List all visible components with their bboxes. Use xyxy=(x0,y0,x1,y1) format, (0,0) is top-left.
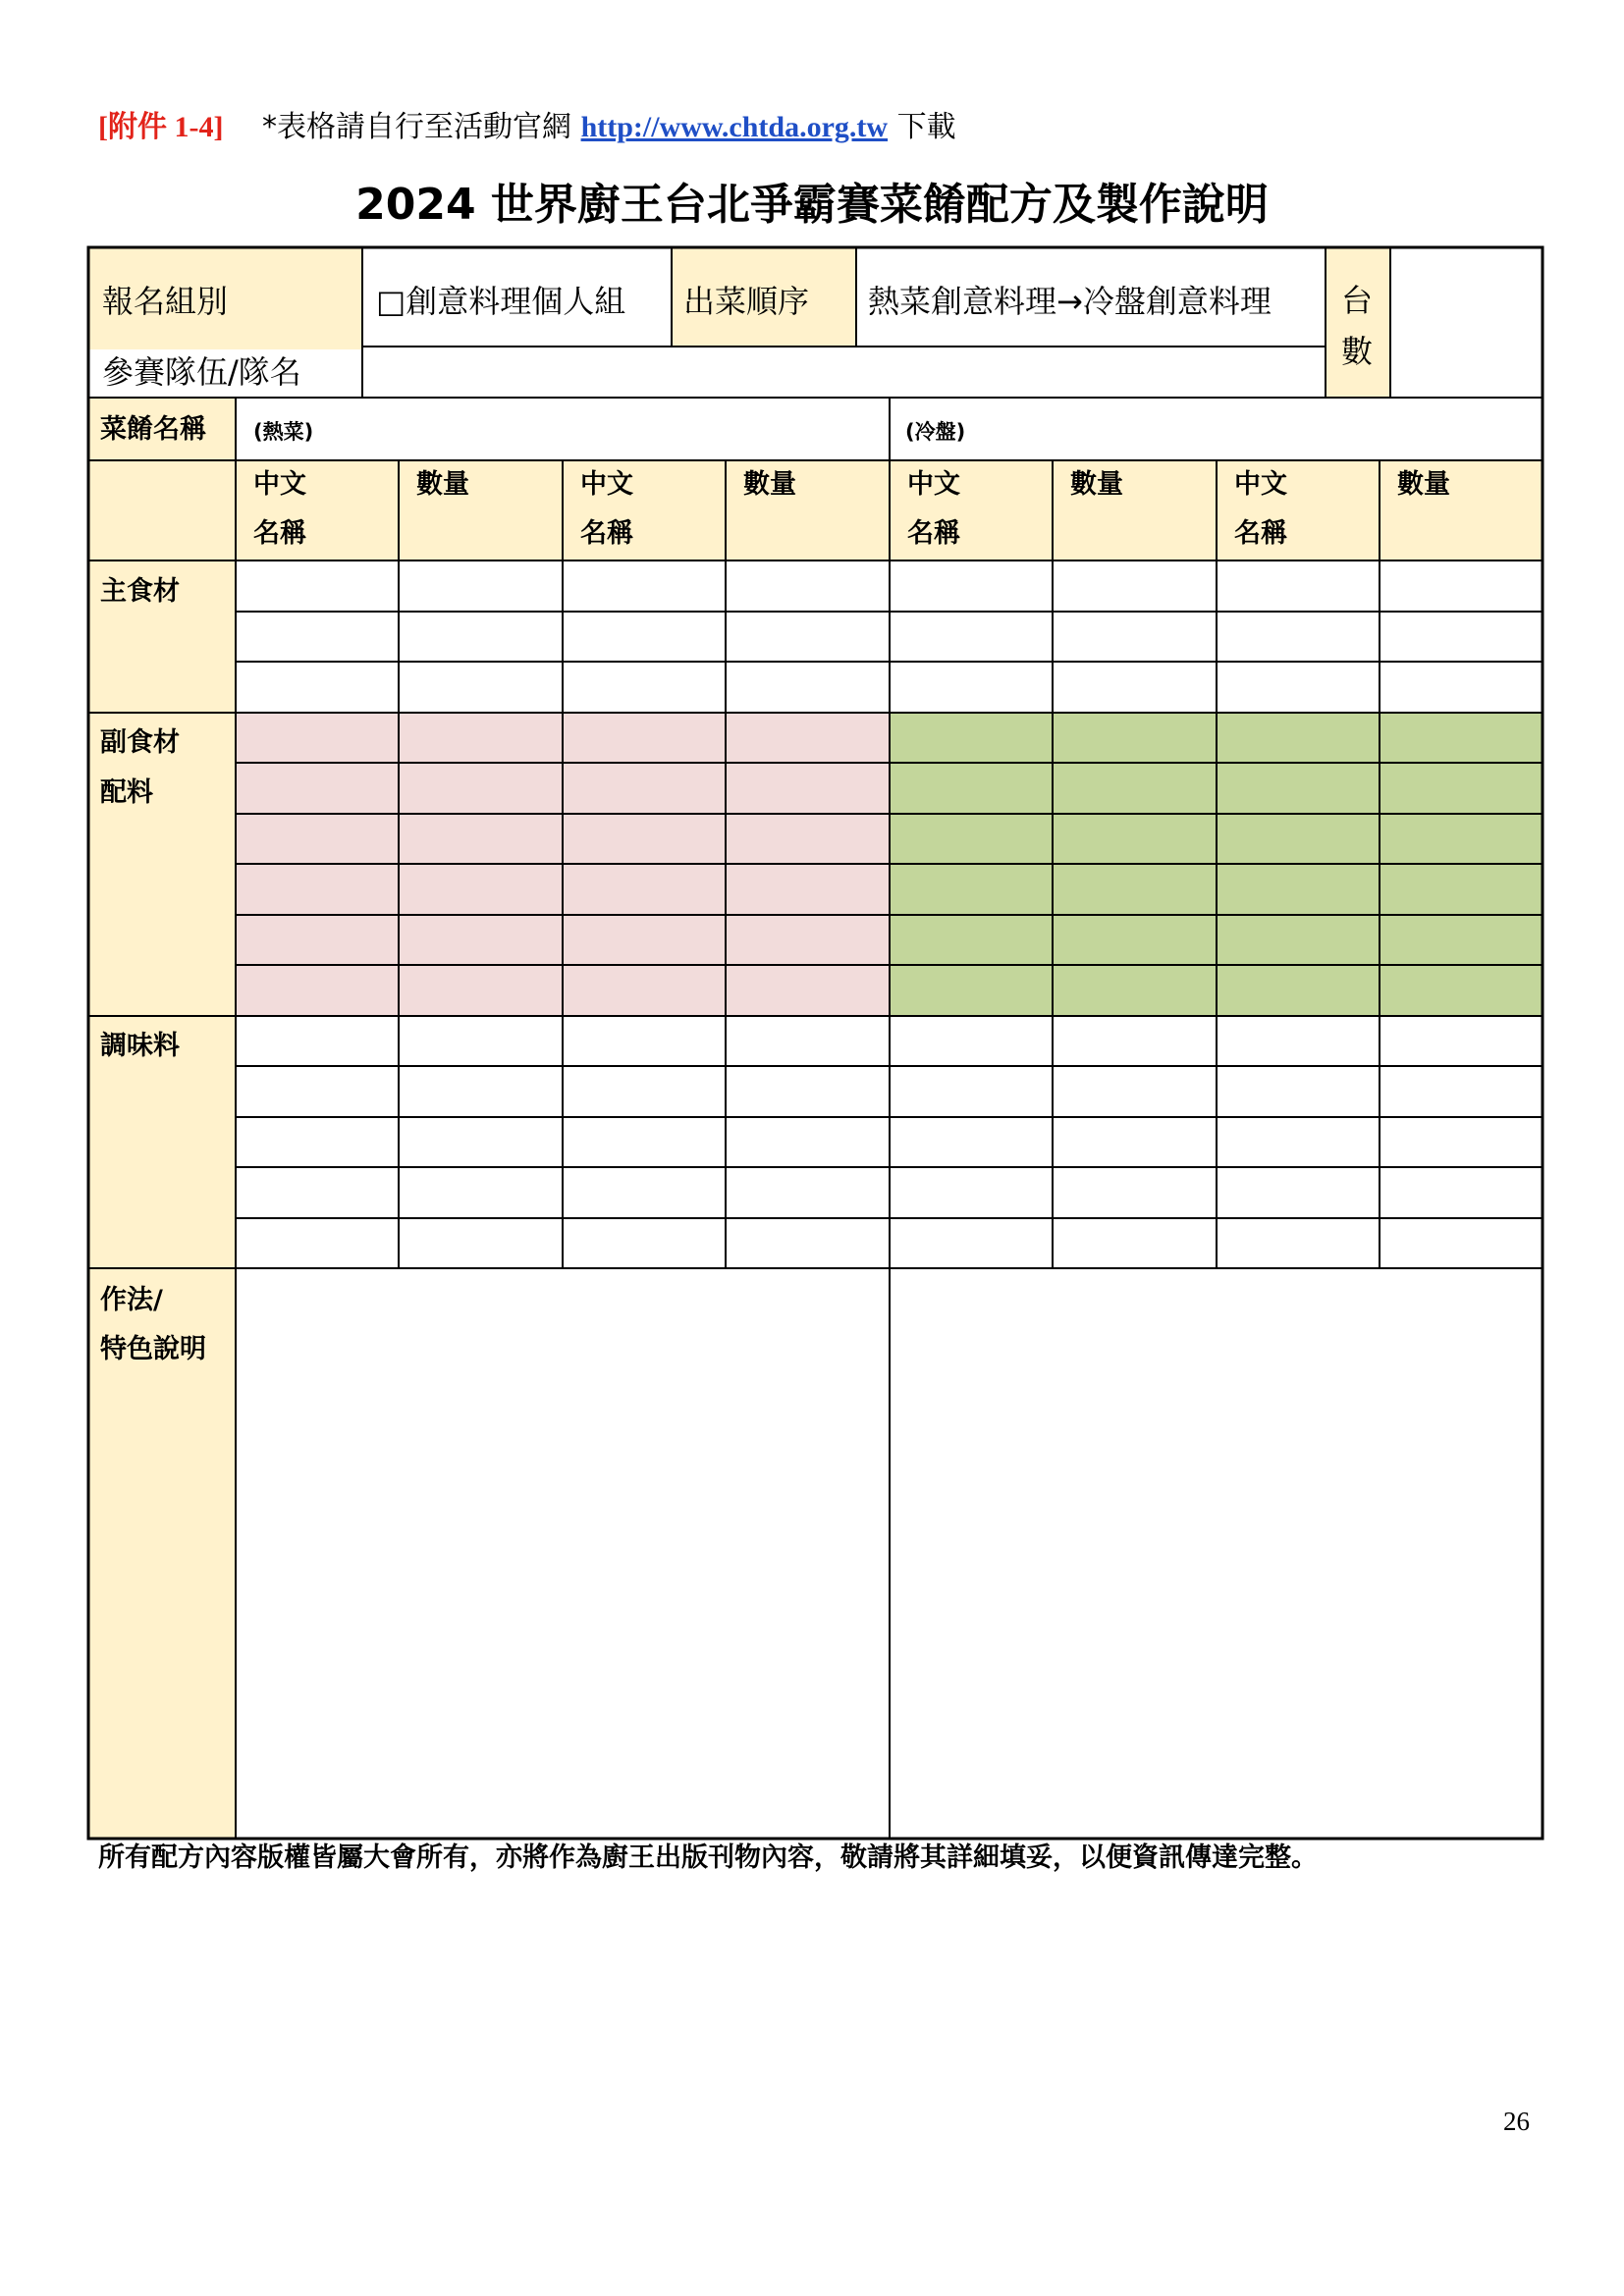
column-header-quantity: 數量 xyxy=(1397,469,1450,500)
hot-method-textarea[interactable] xyxy=(238,1270,888,1837)
column-header-chinese-name: 中文 名稱 xyxy=(580,469,633,549)
group-option-checkbox[interactable]: □創意料理個人組 xyxy=(376,283,626,320)
website-link[interactable]: http://www.chtda.org.tw xyxy=(580,111,889,143)
order-label: 出菜順序 xyxy=(683,283,810,320)
side-ingredients-label: 副食材 xyxy=(100,727,180,758)
column-header-chinese-name: 中文 名稱 xyxy=(253,469,306,549)
seasoning-label: 調味料 xyxy=(100,1031,180,1061)
page-number: 26 xyxy=(1503,2107,1530,2136)
garnish-label: 配料 xyxy=(100,777,153,808)
column-header-chinese-name: 中文 名稱 xyxy=(907,469,960,549)
cold-method-textarea[interactable] xyxy=(892,1270,1541,1837)
hot-dish-label: (熱菜) xyxy=(253,420,314,444)
column-header-quantity: 數量 xyxy=(1070,469,1123,500)
group-label: 報名組別 xyxy=(102,283,229,320)
method-label: 作法/ xyxy=(100,1285,163,1315)
main-ingredients-label: 主食材 xyxy=(100,576,180,607)
download-text: 下載 xyxy=(896,110,956,144)
copyright-notice: 所有配方內容版權皆屬大會所有，亦將作為廚王出版刊物內容，敬請將其詳細填妥，以便資訊傳達完整。 xyxy=(98,1842,1318,1873)
team-name-input[interactable] xyxy=(363,349,1324,396)
features-label: 特色說明 xyxy=(100,1334,206,1364)
station-label: 台數 xyxy=(1341,282,1374,370)
column-header-chinese-name: 中文 名稱 xyxy=(1234,469,1287,549)
cold-dish-label: (冷盤) xyxy=(905,420,966,444)
column-header-quantity: 數量 xyxy=(743,469,796,500)
dish-name-label: 菜餚名稱 xyxy=(100,414,206,445)
order-value: 熱菜創意料理→冷盤創意料理 xyxy=(868,283,1272,320)
column-header-quantity: 數量 xyxy=(416,469,469,500)
attachment-label: [附件 1-4] xyxy=(98,111,224,143)
page-title: 2024 世界廚王台北爭霸賽菜餚配方及製作說明 xyxy=(355,180,1269,230)
station-count-input[interactable] xyxy=(1392,249,1541,397)
download-note: *表格請自行至活動官網 xyxy=(262,110,572,144)
team-label: 參賽隊伍/隊名 xyxy=(102,353,301,391)
